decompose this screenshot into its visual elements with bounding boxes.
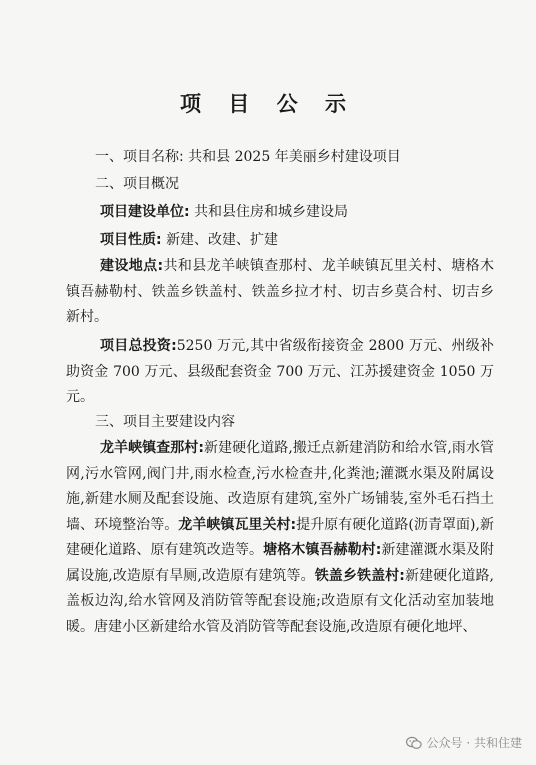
village-3-text: 新建灌溉水渠及附属设施,改造原有旱厕,改造原有建筑等。 [66,542,495,584]
watermark-text: 公众号 · 共和住建 [426,736,522,750]
wechat-icon [406,736,422,750]
location-label: 建设地点: [100,258,164,274]
content-heading: 三、项目主要建设内容 [95,414,235,430]
location-value: 共和县龙羊峡镇查那村、龙羊峡镇瓦里关村、塘格木镇吾赫勒村、铁盖乡铁盖村、铁盖乡拉才村、切吉乡莫合村、切吉乡新村。 [66,258,494,325]
village-3-label: 塘格木镇吾赫勒村: [263,542,382,558]
location-paragraph [66,254,494,331]
content-paragraph [66,436,494,640]
wechat-watermark [406,734,522,751]
unit-label: 项目建设单位: [100,204,190,220]
nature-line [100,231,278,249]
village-2-label: 龙羊峡镇瓦里关村: [178,516,297,533]
village-4-label: 铁盖乡铁盖村: [314,567,405,584]
investment-value: 5250 万元,其中省级衔接资金 2800 万元、州级补助资金 700 万元、县级配套资金 700 万元、江苏援建资金 1050 万元。 [66,338,494,405]
investment-label: 项目总投资: [100,338,177,354]
project-name-value: 共和县 2025 年美丽乡村建设项目 [188,149,401,165]
page-title: 项 目 公 示 [180,91,356,116]
nature-value: 新建、改建、扩建 [166,232,279,248]
unit-line [100,203,348,221]
village-1-label: 龙羊峡镇查那村: [100,440,204,456]
project-name-label: 一、项目名称: [95,149,184,165]
overview-heading: 二、项目概况 [95,176,179,192]
investment-paragraph [66,334,494,411]
nature-label: 项目性质: [100,232,162,248]
village-4-text: 新建硬化道路,盖板边沟,给水管网及消防管等配套设施;改造原有文化活动室加装地暖。唐建小区新建给水管及消防管等配套设施,改造原有硬化地坪、 [66,567,494,635]
project-name-line [95,148,401,166]
village-2-text: 提升原有硬化道路(沥青罩面),新建硬化道路、原有建筑改造等。 [66,516,495,558]
village-1-text: 新建硬化道路,搬迁点新建消防和给水管,雨水管网,污水管网,阀门井,雨水检查,污水检查井,化粪池;灌溉水渠及附属设施,新建水厕及配套设施、改造原有建筑,室外广场铺装,室外毛石挡土墙、环境整治等。 [66,440,494,533]
unit-value: 共和县住房和城乡建设局 [194,204,349,220]
